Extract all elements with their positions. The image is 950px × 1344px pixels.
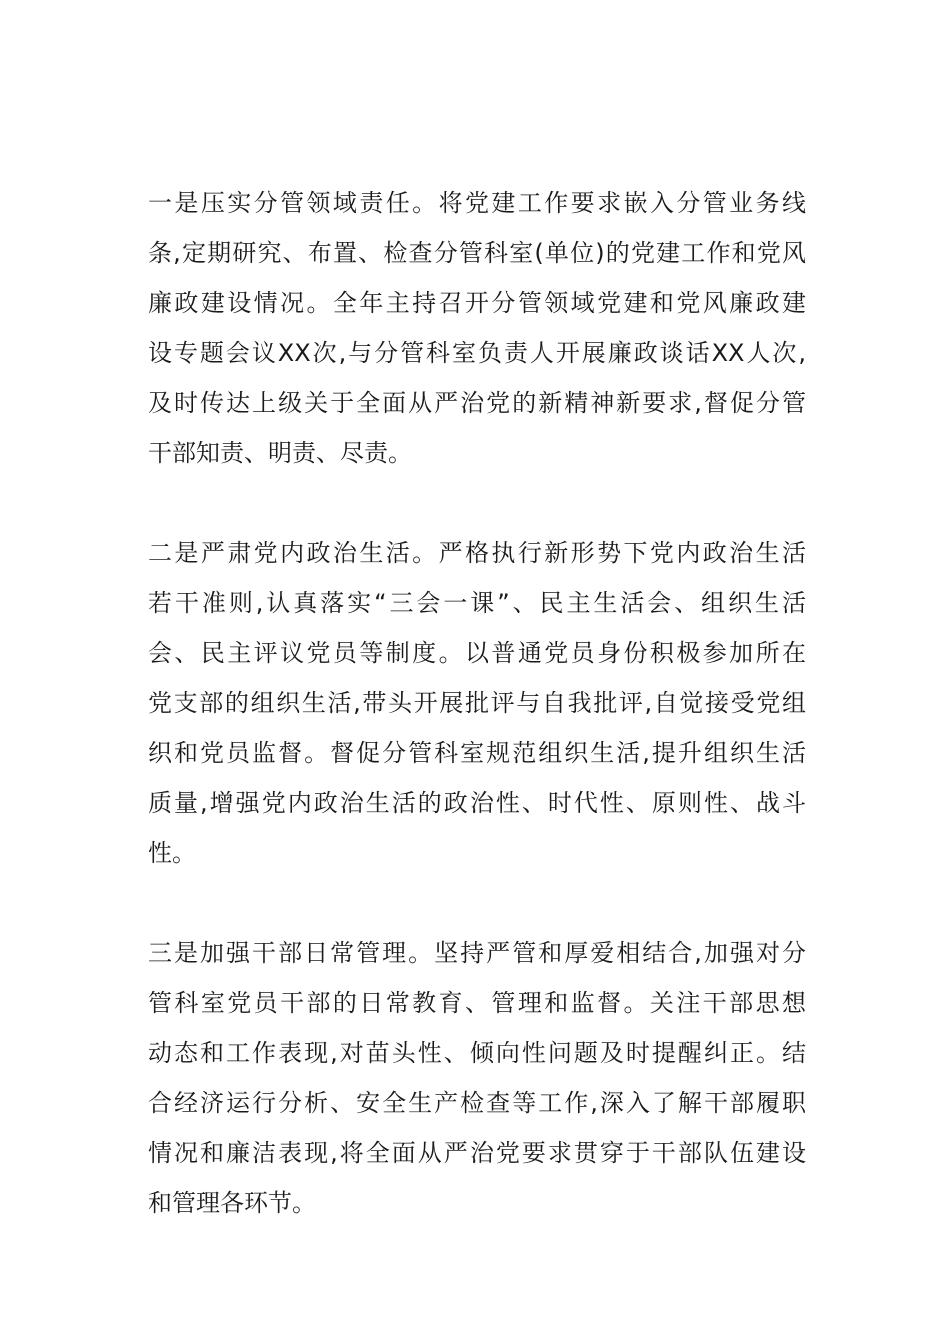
text-line: 廉政建设情况。全年主持召开分管领域党建和党风廉政建 bbox=[148, 289, 806, 317]
text-line: 性。 bbox=[148, 839, 196, 867]
text-line: 一是压实分管领域责任。将党建工作要求嵌入分管业务线 bbox=[148, 189, 806, 217]
text-line: 及时传达上级关于全面从严治党的新精神新要求,督促分管 bbox=[148, 389, 806, 417]
text-line: 三是加强干部日常管理。坚持严管和厚爱相结合,加强对分 bbox=[148, 939, 806, 967]
text-line: 质量,增强党内政治生活的政治性、时代性、原则性、战斗 bbox=[148, 789, 806, 817]
text-line: 二是严肃党内政治生活。严格执行新形势下党内政治生活 bbox=[148, 539, 806, 567]
text-line: 干部知责、明责、尽责。 bbox=[148, 439, 412, 467]
text-line: 若干准则,认真落实“三会一课”、民主生活会、组织生活 bbox=[148, 589, 806, 617]
text-line: 情况和廉洁表现,将全面从严治党要求贯穿于干部队伍建设 bbox=[148, 1139, 806, 1167]
text-line: 和管理各环节。 bbox=[148, 1189, 316, 1217]
paragraph bbox=[148, 528, 806, 878]
text-line: 会、民主评议党员等制度。以普通党员身份积极参加所在 bbox=[148, 639, 806, 667]
paragraph bbox=[148, 178, 806, 478]
paragraph bbox=[148, 928, 806, 1228]
text-line: 织和党员监督。督促分管科室规范组织生活,提升组织生活 bbox=[148, 739, 806, 767]
text-line: 条,定期研究、布置、检查分管科室(单位)的党建工作和党风 bbox=[148, 239, 806, 267]
document-page bbox=[148, 178, 806, 1278]
text-line: 管科室党员干部的日常教育、管理和监督。关注干部思想 bbox=[148, 989, 806, 1017]
text-line: 党支部的组织生活,带头开展批评与自我批评,自觉接受党组 bbox=[148, 689, 806, 717]
text-line: 动态和工作表现,对苗头性、倾向性问题及时提醒纠正。结 bbox=[148, 1039, 806, 1067]
text-line: 设专题会议XX次,与分管科室负责人开展廉政谈话XX人次, bbox=[148, 339, 806, 367]
text-line: 合经济运行分析、安全生产检查等工作,深入了解干部履职 bbox=[148, 1089, 806, 1117]
